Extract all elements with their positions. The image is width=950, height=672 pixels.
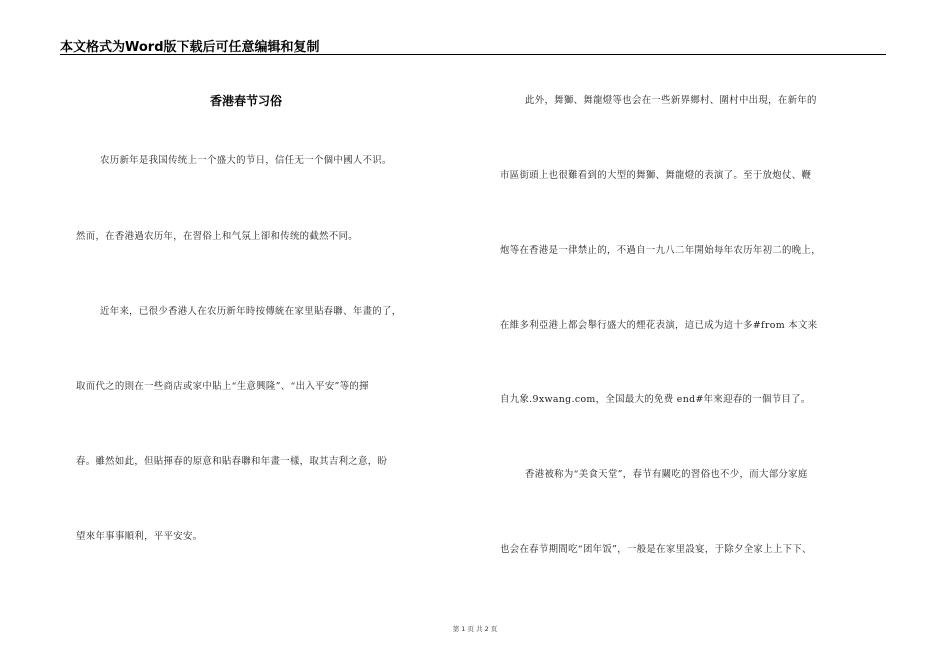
paragraph-line: 此外，舞獅、舞龍燈等也会在一些新界鄉村、圍村中出現，在新年的: [525, 95, 817, 106]
page-number-footer: 第 1 页 共 2 页: [452, 625, 498, 633]
paragraph-line: 在維多利亞港上都会舉行盛大的煙花表演，這已成为這十多#from 本文来: [500, 320, 818, 331]
paragraph-line: 炮等在香港是一律禁止的，不過自一九八二年開始每年农历年初二的晚上，: [500, 245, 821, 256]
paragraph-line: 春。雖然如此，但貼揮春的原意和貼春聯和年畫一樣，取其吉利之意，盼: [76, 456, 388, 467]
paragraph-line: 取而代之的則在一些商店或家中貼上“生意興隆”、“出入平安”等的揮: [76, 381, 369, 392]
paragraph-line: 市區街頭上也很難看到的大型的舞獅、舞龍燈的表演了。至于放炮仗、鞭: [500, 170, 812, 181]
document-title: 香港春节习俗: [209, 94, 282, 108]
paragraph-line: 然而，在香港過农历年，在習俗上和气氛上卻和传统的截然不同。: [76, 231, 359, 242]
paragraph-line: 香港被称为“美食天堂”，春节有關吃的習俗也不少，而大部分家庭: [525, 469, 808, 480]
document-header: [60, 36, 886, 55]
paragraph-line: 农历新年是我国传统上一个盛大的节日，信任无一个個中國人不识。: [100, 155, 392, 166]
header-banner-text: 本文格式为Word版下载后可任意编辑和复制: [60, 40, 320, 55]
paragraph-line: 望來年事事順利，平平安安。: [76, 531, 203, 542]
paragraph-line: 自九象.9xwang.com，全国最大的免费 end#年來迎春的一個节目了。: [500, 394, 811, 405]
paragraph-line: 也会在春节期間吃“团年饭”，一般是在家里設宴，于除夕全家上上下下、: [500, 544, 812, 555]
paragraph-line: 近年来，已很少香港人在农历新年時按傳統在家里貼春聯、年畫的了，: [100, 306, 402, 317]
